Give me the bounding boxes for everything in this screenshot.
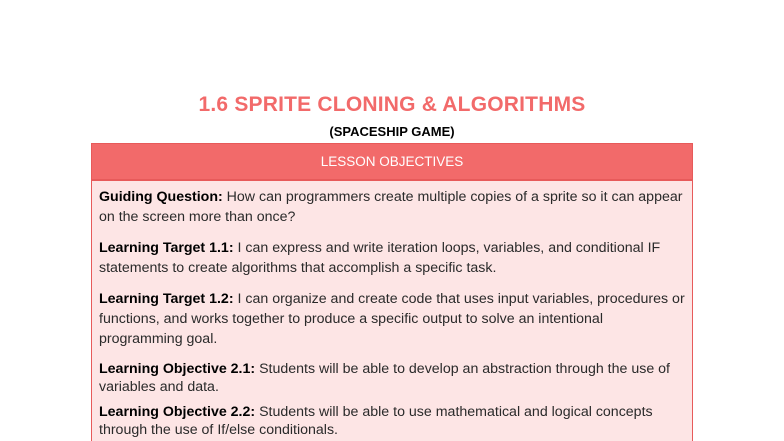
learning-target-1-2-text: I can organize and create code that uses input variables, procedures or functions, and works together to produce a specific output to solve an intentional programming goal. [99, 291, 685, 347]
learning-objective-2-1-text: Students will be able to develop an abstraction through the use of variables and data. [99, 361, 670, 395]
lesson-subtitle: (SPACESHIP GAME) [329, 124, 455, 139]
guiding-question-text: How can programmers create multiple copies of a sprite so it can appear on the screen more than once? [99, 189, 683, 225]
lesson-title: 1.6 SPRITE CLONING & ALGORITHMS [198, 93, 586, 116]
learning-objective-2-1-label: Learning Objective 2.1: [99, 361, 256, 377]
learning-objective-2-1 [99, 360, 685, 396]
learning-objective-2-2-label: Learning Objective 2.2: [99, 404, 256, 420]
learning-target-1-2 [99, 289, 685, 349]
learning-target-1-1-text: I can express and write iteration loops, variables, and conditional IF statements to create algorithms that accomplish a specific task. [99, 240, 661, 276]
objectives-table [91, 143, 693, 441]
guiding-question [99, 187, 685, 227]
objectives-header: LESSON OBJECTIVES [92, 144, 692, 181]
learning-target-1-1 [99, 238, 685, 278]
learning-objective-2-2 [99, 403, 685, 439]
learning-target-1-2-label: Learning Target 1.2: [99, 291, 234, 307]
objectives-body [92, 181, 692, 441]
learning-objective-2-2-text: Students will be able to use mathematical and logical concepts through the use of If/else conditionals. [99, 404, 653, 438]
learning-target-1-1-label: Learning Target 1.1: [99, 240, 234, 256]
guiding-question-label: Guiding Question: [99, 189, 223, 205]
